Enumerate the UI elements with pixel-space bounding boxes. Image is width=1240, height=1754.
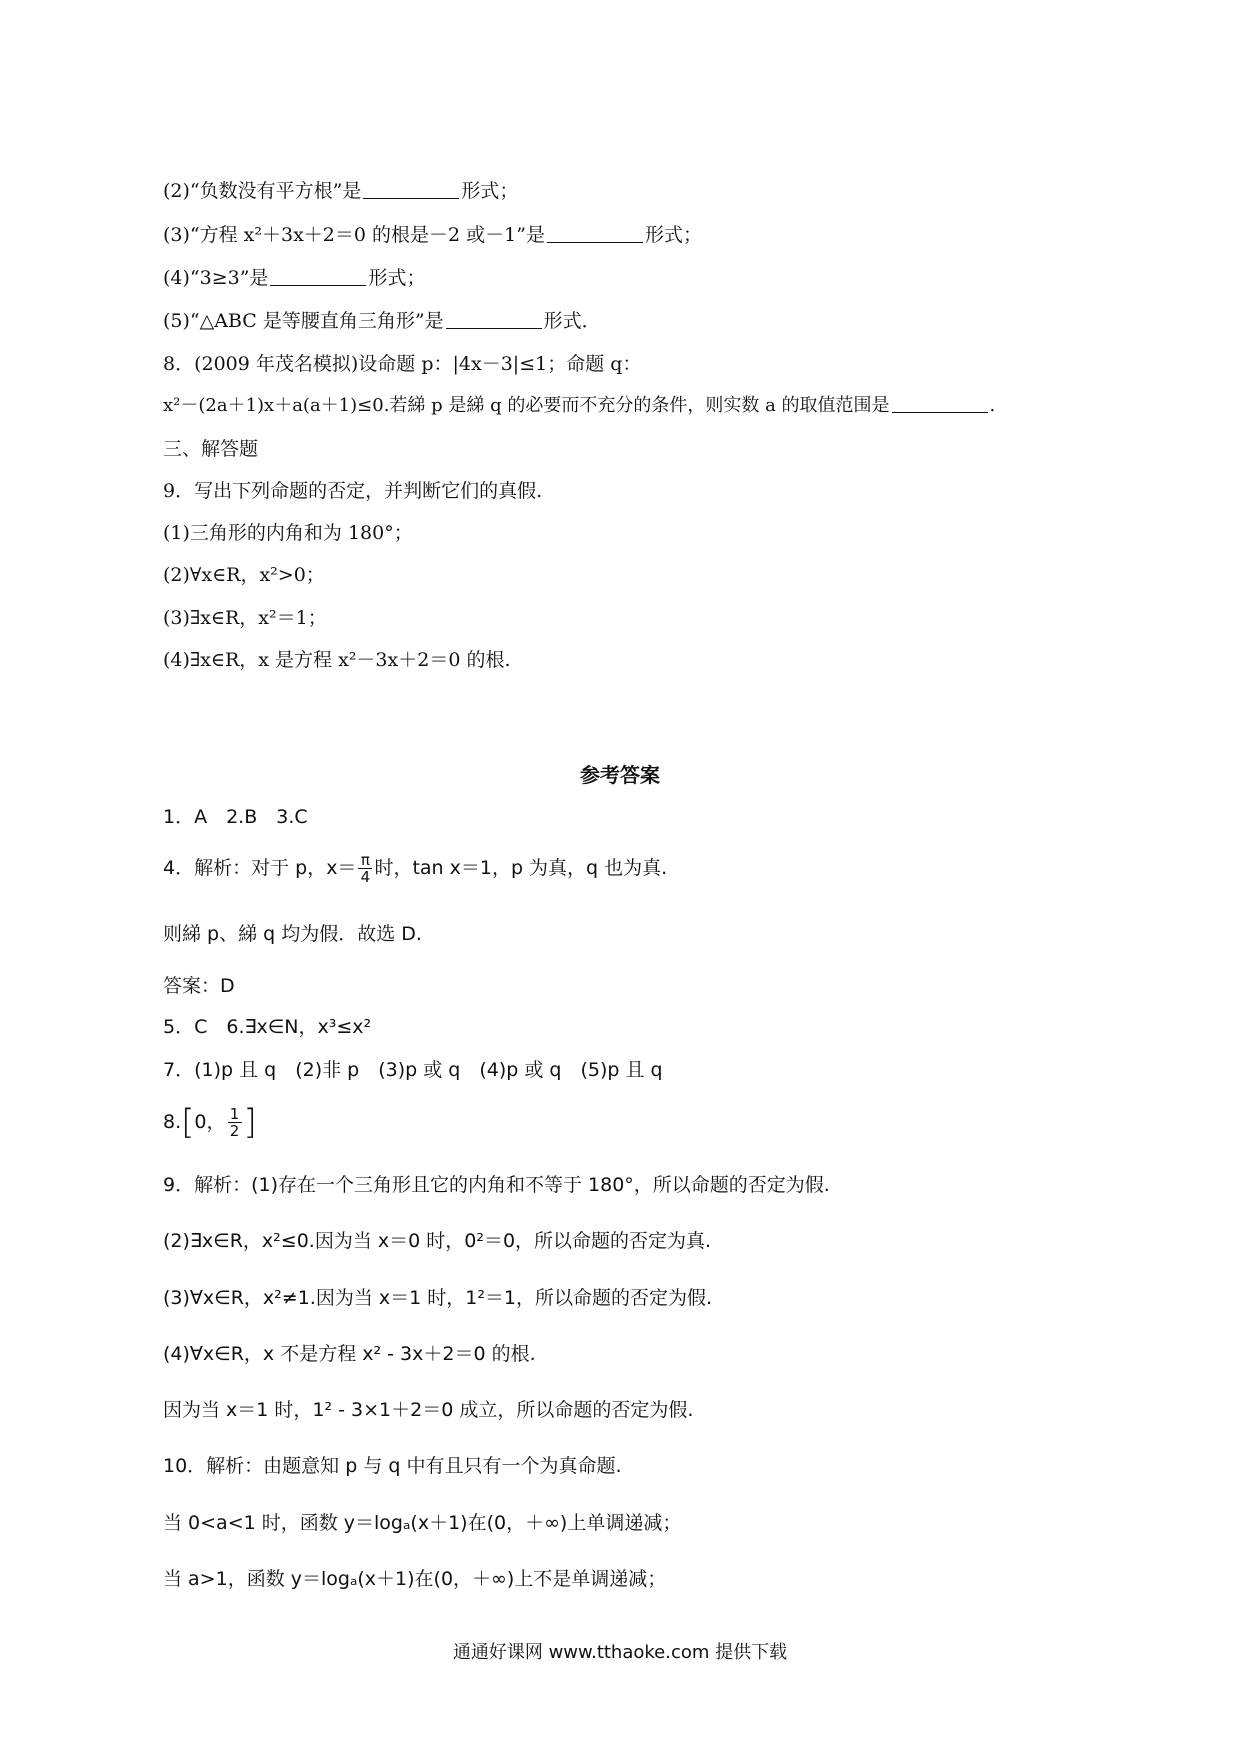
question-8-line-2: x²－(2a＋1)x＋a(a＋1)≤0.若綈 p 是綈 q 的必要而不充分的条件，则实数 a 的取值范围是 . [163, 395, 996, 416]
question-7-3: (3)“方程 x²＋3x＋2＝0 的根是－2 或－1”是 形式； [163, 224, 702, 246]
fraction: $\frac{1}{2}$ [228, 1106, 242, 1139]
answer-blank[interactable] [892, 394, 988, 413]
answer-9-2: (2)∃x∈R，x²≤0.因为当 x＝0 时，0²＝0，所以命题的否定为真. [163, 1230, 712, 1252]
question-9-4: (4)∃x∈R，x 是方程 x²－3x＋2＝0 的根. [163, 649, 511, 671]
right-bracket: ] [243, 1102, 257, 1143]
question-8-line-1: 8．(2009 年茂名模拟)设命题 p：|4x－3|≤1；命题 q： [163, 353, 642, 375]
answer-10-3: 当 a>1，函数 y＝logₐ(x＋1)在(0，＋∞)上不是单调递减； [163, 1568, 667, 1590]
question-7-4: (4)“3≥3”是 形式； [163, 267, 426, 289]
question-7-5: (5)“△ABC 是等腰直角三角形”是 形式． [163, 310, 601, 332]
answer-4: 4．解析：对于 p，x＝ $\frac{\pi}{4}$ 时，tan x＝1，p 为真，q 也为真. [163, 851, 668, 886]
answer-blank[interactable] [363, 180, 459, 199]
answer-1-3: 1．A 2.B 3.C [163, 806, 308, 828]
answer-4-line-3: 答案：D [163, 975, 235, 997]
fraction: $\frac{\pi}{4}$ [358, 852, 372, 885]
section-3-title: 三、解答题 [163, 438, 259, 460]
answer-9-4: (4)∀x∈R，x 不是方程 x² - 3x＋2＝0 的根. [163, 1343, 536, 1365]
question-9-2: (2)∀x∈R，x²>0； [163, 564, 325, 586]
answers-heading: 参考答案 [580, 763, 660, 787]
answer-blank[interactable] [270, 267, 366, 286]
answer-10-2: 当 0<a<1 时，函数 y＝logₐ(x＋1)在(0，＋∞)上单调递减； [163, 1512, 682, 1534]
answer-9-3: (3)∀x∈R，x²≠1.因为当 x＝1 时，1²＝1，所以命题的否定为假. [163, 1287, 713, 1309]
answer-7: 7．(1)p 且 q (2)非 p (3)p 或 q (4)p 或 q (5)p 且 q [163, 1059, 663, 1081]
answer-9-1: 9．解析：(1)存在一个三角形且它的内角和不等于 180°，所以命题的否定为假. [163, 1174, 830, 1196]
question-9-3: (3)∃x∈R，x²＝1； [163, 607, 327, 629]
answer-10-1: 10．解析：由题意知 p 与 q 中有且只有一个为真命题. [163, 1455, 622, 1477]
answer-blank[interactable] [547, 224, 643, 243]
answer-9-5: 因为当 x＝1 时，1² - 3×1＋2＝0 成立，所以命题的否定为假. [163, 1399, 694, 1421]
answer-4-line-2: 则綈 p、綈 q 均为假．故选 D. [163, 923, 422, 945]
page-footer: 通通好课网 www.tthaoke.com 提供下载 [452, 1642, 788, 1663]
answer-5-6: 5．C 6.∃x∈N，x³≤x² [163, 1016, 372, 1038]
question-7-2: (2)“负数没有平方根”是 形式； [163, 180, 519, 202]
answer-8: 8.[0， $\frac{1}{2}$ ] [163, 1102, 257, 1143]
question-9-intro: 9．写出下列命题的否定，并判断它们的真假. [163, 480, 543, 502]
answer-blank[interactable] [446, 310, 542, 329]
question-9-1: (1)三角形的内角和为 180°； [163, 522, 413, 544]
left-bracket: [ [181, 1102, 195, 1143]
